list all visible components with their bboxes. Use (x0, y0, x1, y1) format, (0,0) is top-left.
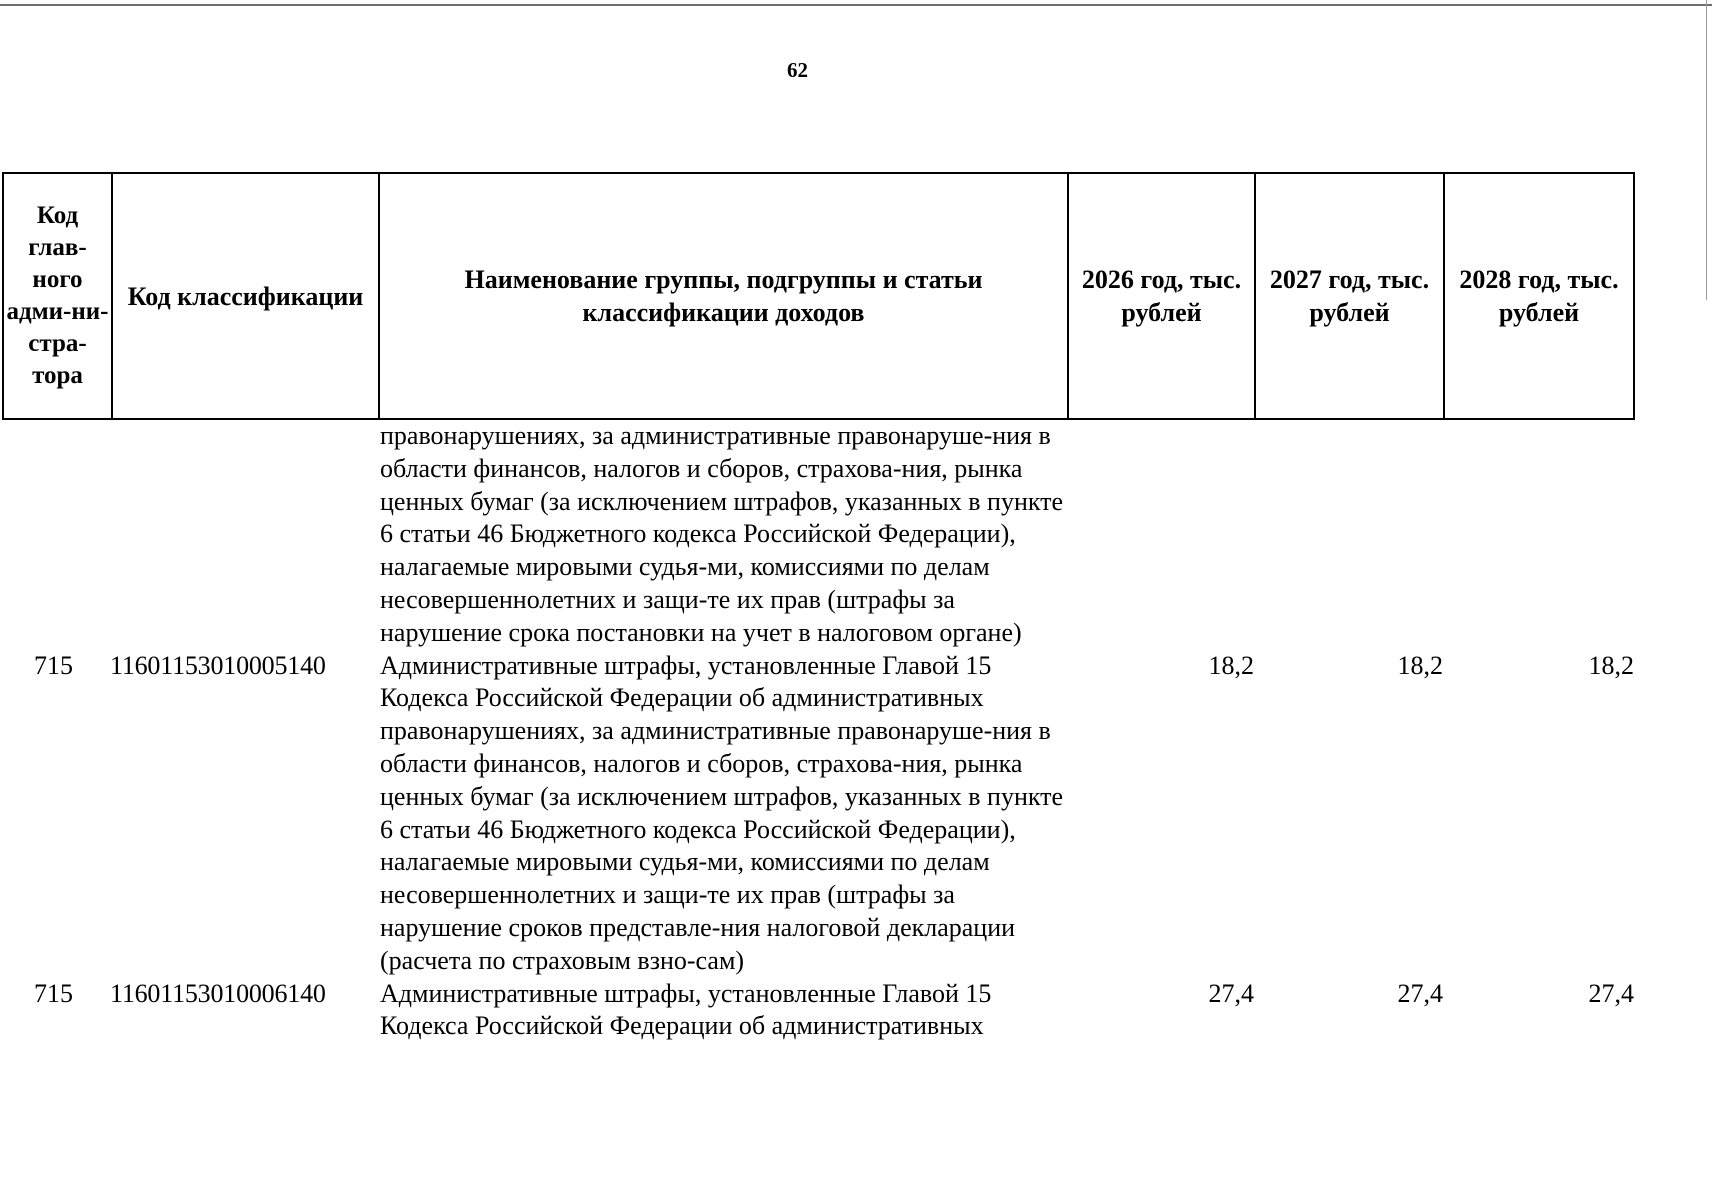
header-name: Наименование группы, подгруппы и статьи классификации доходов (379, 173, 1068, 419)
table-body (0, 420, 1712, 1043)
header-year-2028: 2028 год, тыс. рублей (1444, 173, 1634, 419)
value-2027-cell: 18,2 (1397, 650, 1443, 680)
classification-code-cell: 11601153010005140 (110, 650, 326, 680)
header-classification-code: Код классификации (112, 173, 379, 419)
name-cell: правонарушениях, за административные правонаруше-ния в области финансов, налогов и сборов, страхова-ния, рынка ценных бумаг (за исключением штрафов, указанных в пункте 6 статьи 46 Бюджетного кодекса Российской Федерации), налагаемые мировыми судья-ми, комиссиями по делам несовершеннолетних и защи-те их прав (штрафы за нарушение срока постановки на учет в налоговом органе) (380, 421, 1064, 647)
value-2027-cell: 27,4 (1397, 978, 1443, 1008)
value-2026-cell: 27,4 (1208, 978, 1254, 1008)
top-rule (0, 4, 1712, 6)
table-row (0, 650, 1712, 978)
table-row (0, 978, 1712, 1044)
header-year-2027: 2027 год, тыс. рублей (1255, 173, 1444, 419)
value-2026-cell: 18,2 (1208, 650, 1254, 680)
page-number: 62 (787, 58, 808, 82)
value-2028-cell: 18,2 (1588, 650, 1634, 680)
table-row (0, 420, 1712, 650)
header-year-2026: 2026 год, тыс. рублей (1068, 173, 1255, 419)
value-2028-cell: 27,4 (1588, 978, 1634, 1008)
scan-edge-mark (1706, 0, 1707, 300)
admin-code-cell: 715 (34, 978, 73, 1008)
name-cell: Административные штрафы, установленные Главой 15 Кодекса Российской Федерации об административных правонарушениях, за административные правонаруше-ния в области финансов, налогов и сборов, страхова-ния, рынка ценных бумаг (за исключением штрафов, указанных в пункте 6 статьи 46 Бюджетного кодекса Российской Федерации), налагаемые мировыми судья-ми, комиссиями по делам несовершеннолетних и защи-те их прав (штрафы за нарушение сроков представле-ния налоговой декларации (расчета по страховым взно-сам) (380, 650, 1064, 975)
name-cell: Административные штрафы, установленные Главой 15 Кодекса Российской Федерации об административных (380, 978, 992, 1041)
admin-code-cell: 715 (34, 650, 73, 680)
table-header (2, 172, 1635, 420)
header-admin-code: Код глав-ного адми-ни-стра-тора (3, 173, 112, 419)
classification-code-cell: 11601153010006140 (110, 978, 326, 1008)
